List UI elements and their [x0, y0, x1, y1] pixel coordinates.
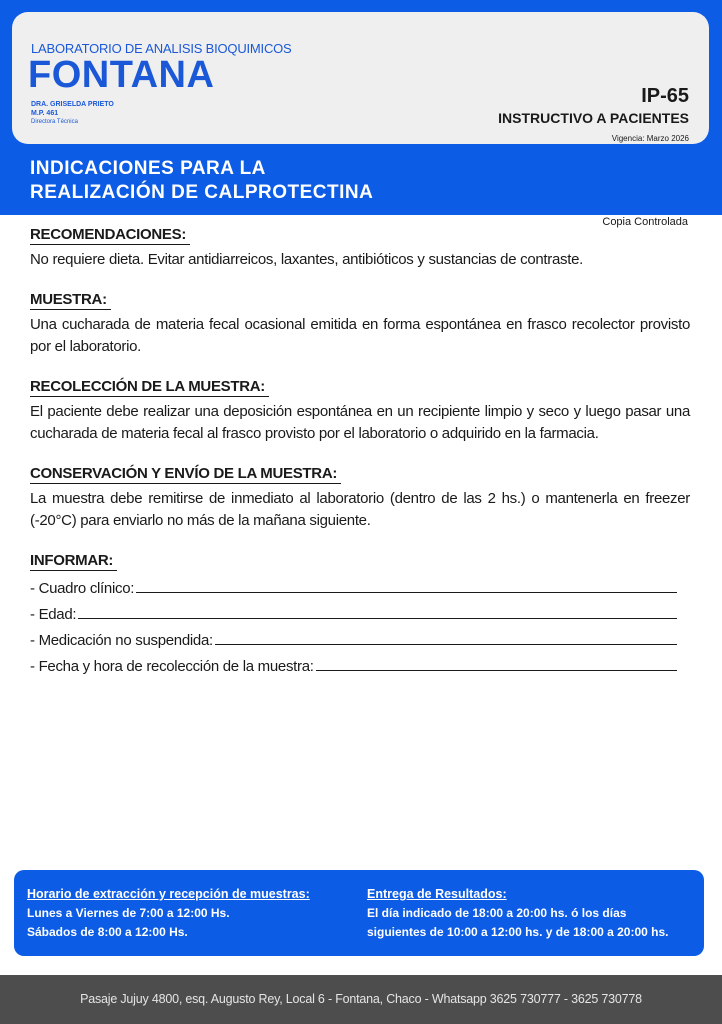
- section-heading: CONSERVACIÓN Y ENVÍO DE LA MUESTRA:: [30, 465, 341, 484]
- field-label: - Cuadro clínico:: [30, 580, 135, 597]
- section-collection: [30, 378, 690, 445]
- section-recommendations: [30, 226, 690, 271]
- document-code: IP-65: [641, 85, 689, 107]
- results-delivery-line-1: El día indicado de 18:00 a 20:00 hs. ó los días: [367, 906, 627, 920]
- section-text: Una cucharada de materia fecal ocasional emitida en forma espontánea en frasco recolector provisto por el laboratorio.: [30, 316, 690, 355]
- hours-box: [14, 870, 704, 956]
- section-text: La muestra debe remitirse de inmediato al laboratorio (dentro de las 2 hs.) o mantenerla en freezer (-20°C) para enviarlo no más de la mañana siguiente.: [30, 490, 690, 529]
- document-type: INSTRUCTIVO A PACIENTES: [498, 110, 689, 126]
- extraction-hours-heading: Horario de extracción y recepción de muestras:: [27, 887, 310, 901]
- lab-name: LABORATORIO DE ANALISIS BIOQUIMICOS: [31, 41, 292, 56]
- director-name: DRA. GRISELDA PRIETO: [31, 101, 114, 108]
- fill-in-line[interactable]: [136, 592, 677, 593]
- section-inform: [30, 552, 690, 675]
- section-text: No requiere dieta. Evitar antidiarreicos, laxantes, antibióticos y sustancias de contraste.: [30, 251, 583, 268]
- results-delivery-line-2: siguientes de 10:00 a 12:00 hs. y de 18:00 a 20:00 hs.: [367, 925, 669, 939]
- extraction-hours: [27, 885, 310, 942]
- field-age[interactable]: [30, 597, 677, 623]
- field-label: - Medicación no suspendida:: [30, 632, 213, 649]
- fill-in-line[interactable]: [215, 644, 677, 645]
- validity-date: Vigencia: Marzo 2026: [611, 134, 689, 143]
- controlled-copy-label: Copia Controlada: [602, 216, 688, 228]
- field-label: - Fecha y hora de recolección de la muestra:: [30, 658, 314, 675]
- instructions-content: [30, 226, 690, 695]
- title-line-1: INDICACIONES PARA LA: [30, 158, 266, 179]
- results-delivery: [367, 885, 669, 942]
- page-title: [30, 157, 373, 205]
- director-mp: M.P. 461: [31, 110, 59, 117]
- field-label: - Edad:: [30, 606, 77, 623]
- section-text: El paciente debe realizar una deposición espontánea en un recipiente limpio y seco y luego pasar una cucharada de materia fecal al frasco provisto por el laboratorio o adquirido en la farmacia.: [30, 403, 690, 442]
- extraction-hours-weekdays: Lunes a Viernes de 7:00 a 12:00 Hs.: [27, 906, 230, 920]
- section-storage: [30, 465, 690, 532]
- footer-address: Pasaje Jujuy 4800, esq. Augusto Rey, Local 6 - Fontana, Chaco - Whatsapp 3625 730777 - 3625 730778: [0, 975, 722, 1024]
- section-heading: RECOLECCIÓN DE LA MUESTRA:: [30, 378, 269, 397]
- fill-in-line[interactable]: [316, 670, 677, 671]
- title-line-2: REALIZACIÓN DE CALPROTECTINA: [30, 182, 374, 203]
- field-medication[interactable]: [30, 623, 677, 649]
- fill-in-line[interactable]: [78, 618, 677, 619]
- section-heading: RECOMENDACIONES:: [30, 226, 190, 245]
- brand-logo-text: FONTANA: [28, 54, 215, 96]
- extraction-hours-saturday: Sábados de 8:00 a 12:00 Hs.: [27, 925, 188, 939]
- results-delivery-heading: Entrega de Resultados:: [367, 887, 507, 901]
- director-role: Directora Técnica: [31, 119, 78, 125]
- section-heading: MUESTRA:: [30, 291, 111, 310]
- section-sample: [30, 291, 690, 358]
- field-clinical-picture[interactable]: [30, 571, 677, 597]
- section-heading: INFORMAR:: [30, 552, 117, 571]
- header-card: [12, 12, 709, 144]
- director-info: [31, 100, 114, 127]
- field-collection-datetime[interactable]: [30, 649, 677, 675]
